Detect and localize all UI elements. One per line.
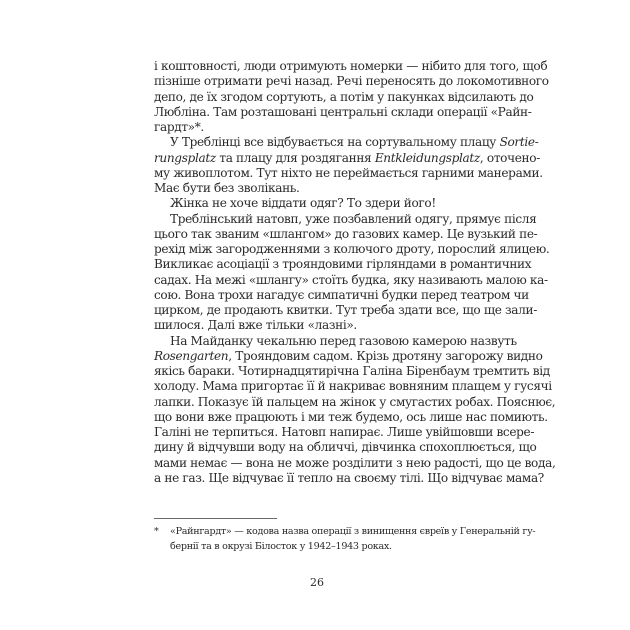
text-line: гардт»*. bbox=[154, 120, 204, 134]
text-line: Викликає асоціації з трояндовими гірляндами в романтичних bbox=[154, 257, 532, 272]
text-line: Треблінський натовп, уже позбавлений одягу, прямує після bbox=[170, 211, 537, 226]
paragraph bbox=[154, 59, 549, 135]
text-line: У Треблінці все відбувається на сортувальному плацу Sortie- bbox=[170, 135, 539, 150]
page-number: 26 bbox=[310, 576, 324, 589]
text-line: Rosengarten, Трояндовим садом. Крізь дротяну загорожу видно bbox=[154, 348, 543, 363]
text-line: сою. Вона трохи нагадує симпатичні будки перед театром чи bbox=[154, 287, 529, 302]
paragraph bbox=[154, 196, 486, 211]
footnote-marker: * bbox=[154, 526, 159, 537]
text-line: і коштовності, люди отримують номерки — нібито для того, щоб bbox=[154, 59, 548, 73]
text-line: Жінка не хоче віддати одяг? То здери його! bbox=[170, 196, 436, 211]
paragraph bbox=[154, 211, 550, 334]
italic-term: Entkleidungsplatz bbox=[374, 150, 480, 165]
text-line: пізніше отримати речі назад. Речі переносять до локомотивного bbox=[154, 74, 549, 89]
text-line: якісь бараки. Чотирнадцятирічна Галіна Біренбаум тремтить від bbox=[154, 364, 550, 378]
text-line: На Майданку чекальню перед газовою камерою назвуть bbox=[170, 333, 517, 348]
body-text bbox=[154, 59, 556, 486]
text-line: лапки. Показує їй пальцем на жінок у смугастих робах. Пояснює, bbox=[154, 394, 556, 409]
text-line: рехід між загородженнями з колючого дроту, порослий ялицею. bbox=[154, 242, 550, 256]
text-line: му живоплотом. Тут ніхто не переймається гарними манерами. bbox=[154, 165, 543, 180]
text-line: rungsplatz та плацу для роздягання Entkleidungsplatz, оточено- bbox=[154, 150, 540, 165]
text-line: що вони вже працюють і ми теж будемо, ось лише нас помиють. bbox=[154, 409, 548, 424]
text-line: холоду. Мама пригортає її й накриває вовняним плащем у гусячі bbox=[154, 379, 552, 394]
footnote-text bbox=[170, 524, 536, 554]
text-line: цирком, де продають квитки. Тут треба здати все, що ще зали- bbox=[154, 303, 537, 317]
italic-term: Sortie- bbox=[499, 135, 539, 150]
text-line: Любліна. Там розташовані центральні склади операції «Райн- bbox=[154, 104, 532, 119]
text-line: депо, де їх згодом сортують, а потім у пакунках відсилають до bbox=[154, 89, 534, 104]
text-line: шилося. Далі вже тільки «лазні». bbox=[154, 318, 357, 333]
footnote-line: бернії та в окрузі Білосток у 1942–1943 роках. bbox=[170, 541, 392, 552]
text-line: Галіні не терпиться. Натовп напирає. Лише увійшовши всере- bbox=[154, 425, 535, 439]
text-line: а не газ. Ще відчуває її тепло на своєму тілі. Що відчуває мама? bbox=[154, 470, 544, 485]
italic-term: Rosengarten bbox=[154, 348, 229, 363]
text-line: цього так званим «шлангом» до газових камер. Це вузький пе- bbox=[154, 226, 538, 241]
italic-term: rungsplatz bbox=[154, 150, 216, 165]
text-line: Має бути без зволікань. bbox=[154, 181, 300, 195]
footnote-line: «Райнгардт» — кодова назва операції з винищення євреїв у Генеральній гу- bbox=[170, 526, 536, 537]
paragraph bbox=[154, 135, 543, 196]
text-line: дину й відчувши воду на обличчі, дівчинка спохоплюється, що bbox=[154, 440, 537, 455]
footnote-separator bbox=[154, 518, 277, 519]
text-line: мами немає — вона не може розділити з нею радості, що це вода, bbox=[154, 455, 556, 470]
text-line: садах. На межі «шлангу» стоїть будка, яку називають малою ка- bbox=[154, 272, 548, 287]
paragraph bbox=[154, 333, 556, 487]
